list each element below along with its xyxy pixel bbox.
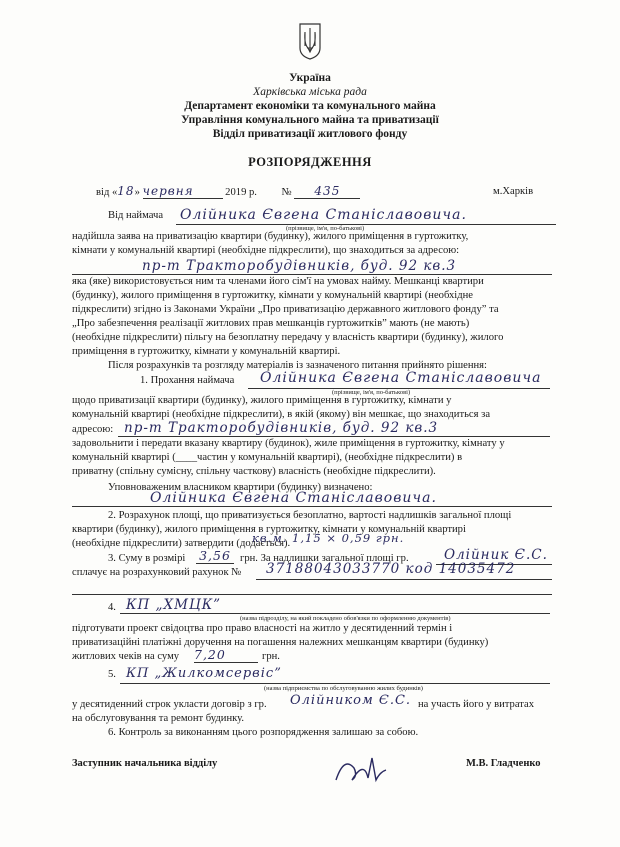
item3-amount: 3,56 xyxy=(196,548,234,564)
item2-line-3: (необхідне підкреслити) затвердити (додається). xyxy=(72,538,291,549)
item1-address-prefix: адресою: xyxy=(72,424,114,435)
item1-label: 1. Прохання наймача xyxy=(140,375,235,386)
item3-account-prefix: сплачує на розрахунковий рахунок № xyxy=(72,567,242,578)
signer-position: Заступник начальника відділу xyxy=(72,758,218,769)
section1-line-6: „Про забезпечення реалізації житлових прав мешканців гуртожитків” мають (не мають) xyxy=(72,318,470,329)
signer-name: М.В. Гладченко xyxy=(466,758,541,769)
order-month: червня xyxy=(143,184,223,199)
item5-org-rule xyxy=(120,683,550,684)
item4-line-2: приватизаційні платіжні доручення на погашення належних мешканцям квартири (будинку) xyxy=(72,637,489,648)
item4-sum: 7,20 xyxy=(194,647,258,663)
applicant-name: Олійника Євгена Станіславовича. xyxy=(180,207,467,223)
order-date-line xyxy=(96,184,360,199)
item2-handnote: кв.м. 1,15 × 0,59 грн. xyxy=(252,531,405,545)
from-label: Від наймача xyxy=(108,210,164,221)
order-day: 18 xyxy=(117,184,135,198)
item1-owner: Олійника Євгена Станіславовича. xyxy=(150,490,437,506)
order-year: 2019 р. xyxy=(225,187,257,198)
section1-line-7: (необхідне підкреслити) пільгу на безоплатну передачу у власність квартири (будинку), жилого xyxy=(72,332,504,343)
item5-line-2: на обслуговування та ремонт будинку. xyxy=(72,713,245,724)
item4-line-3-prefix: житлових чеків на суму xyxy=(72,651,180,662)
applicant-name-rule xyxy=(176,224,556,225)
date-quote: » xyxy=(134,187,140,198)
trident-emblem-icon xyxy=(298,22,322,60)
item5-line-1-prefix: у десятиденний строк укласти договір з гр. xyxy=(72,699,267,710)
item1-address-rule xyxy=(118,436,550,437)
item1-name-caption: (прізвище, ім'я, по-батькові) xyxy=(332,389,411,396)
item1-line-5: комунальній квартирі (____частин у комунальній квартирі), (необхідне підкреслити) в xyxy=(72,452,463,463)
item5-line-1-suffix: на участь його у витратах xyxy=(418,699,535,710)
handwritten-signature-icon xyxy=(330,750,390,790)
section1-line-1: надійшла заява на приватизацію квартири (будинку), жилого приміщення в гуртожитку, xyxy=(72,231,469,242)
item4-caption: (назва підрозділу, на який покладено обов'язки по оформленню документів) xyxy=(240,615,451,622)
item5-org: КП „Жилкомсервіс” xyxy=(126,666,282,681)
doc-title: РОЗПОРЯДЖЕННЯ xyxy=(248,155,372,169)
item3-payer: Олійник Є.С. xyxy=(444,547,548,563)
item1-line-1: щодо приватизації квартири (будинку), жилого приміщення в гуртожитку, кімнати у xyxy=(72,395,452,406)
address-rule-1 xyxy=(72,274,552,275)
item5-num: 5. xyxy=(108,669,116,680)
order-city: м.Харків xyxy=(493,186,534,197)
item1-line-6: приватну (спільну сумісну, спільну часткову) власність (необхідне підкреслити). xyxy=(72,466,436,477)
item4-line-1: підготувати проект свідоцтва про право власності на житло у десятиденний термін і xyxy=(72,623,453,634)
header-country: Україна xyxy=(289,72,331,84)
header-division: Відділ приватизації житлового фонду xyxy=(212,128,408,140)
order-number-sign: № xyxy=(281,187,292,198)
item2-line-2: квартири (будинку), жилого приміщення в гуртожитку, кімнати у комунальній квартирі xyxy=(72,524,466,535)
blank-rule xyxy=(72,594,552,595)
date-prefix: від « xyxy=(96,187,118,198)
item4-org: КП „ХМЦК” xyxy=(126,597,222,613)
item1-line-2: комунальній квартирі (необхідне підкреслити), в якій (якому) він мешкає, що знаходиться за xyxy=(72,409,491,420)
header-department: Департамент економіки та комунального майна xyxy=(184,100,436,112)
item1-line-7: Уповноваженим власником квартири (будинку) визначено: xyxy=(108,482,373,493)
item4-num: 4. xyxy=(108,602,116,613)
section1-line-5: підкреслити) згідно із Законами України „Про приватизацію державного житлового фонду” та xyxy=(72,304,499,315)
item4-org-rule xyxy=(120,613,550,614)
item5-person: Олійником Є.С. xyxy=(290,693,412,708)
applicant-name-caption: (прізвище, ім'я, по-батькові) xyxy=(286,225,365,232)
item3-account: 37188043033770 код 14035472 xyxy=(266,561,516,577)
header-council: Харківська міська рада xyxy=(253,86,367,98)
section1-line-9: Після розрахунків та розгляду матеріалів із зазначеного питання прийнято рішення: xyxy=(108,360,487,371)
item3-mid: грн. За надлишки загальної площі гр. xyxy=(240,553,409,564)
item3-prefix: 3. Суму в розмірі xyxy=(108,553,186,564)
order-number: 435 xyxy=(294,184,360,199)
item1-address: пр-т Тракторобудівників, буд. 92 кв.3 xyxy=(124,420,439,436)
item6-line: 6. Контроль за виконанням цього розпорядження залишаю за собою. xyxy=(108,727,419,738)
item1-name: Олійника Євгена Станіславовича xyxy=(260,370,542,386)
item4-line-3-suffix: грн. xyxy=(262,651,280,662)
section1-line-3: яка (яке) використовується ним та членами його сім'ї на умовах найму. Мешканці квартири xyxy=(72,276,484,287)
section1-address: пр-т Тракторобудівників, буд. 92 кв.3 xyxy=(142,258,457,274)
header-directorate: Управління комунального майна та приватизації xyxy=(181,114,439,126)
section1-line-2: кімнати у комунальній квартирі (необхідне підкреслити), що знаходиться за адресою: xyxy=(72,245,460,256)
item5-caption: (назва підприємства по обслуговуванню жилих будинків) xyxy=(264,685,423,692)
item1-line-4: задовольнити і передати вказану квартиру (будинок), жиле приміщення в гуртожитку, кімнату у xyxy=(72,438,505,449)
item2-line-1: 2. Розрахунок площі, що приватизується безоплатно, вартості надлишків загальної площі xyxy=(108,510,512,521)
owner-rule xyxy=(72,506,552,507)
section1-line-8: приміщення в гуртожитку, кімнати у комунальній квартирі. xyxy=(72,346,341,357)
section1-line-4: (будинку), жилого приміщення в гуртожитку, кімнати у комунальній квартирі (необхідне xyxy=(72,290,473,301)
account-rule xyxy=(256,579,552,580)
